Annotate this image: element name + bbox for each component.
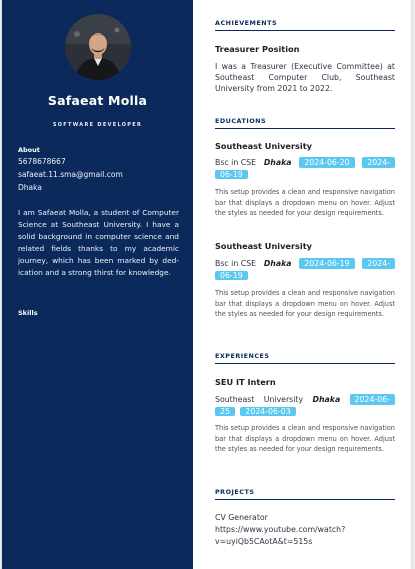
education-school: Southeast University <box>215 141 312 151</box>
education-end-date-part2: 06-19 <box>215 170 248 179</box>
education-location: Dhaka <box>263 158 292 167</box>
education-start-date: 2024-06-20 <box>299 157 354 168</box>
profile-photo <box>65 14 131 80</box>
achievement-text: I was a Treasurer (Executive Committee) at Southeast Computer Club, Southeast University from 2021 to 2022. <box>215 62 395 94</box>
education-meta-wrap <box>215 270 395 281</box>
education-description: This setup provides a clean and responsive navigation bar that displays a dropdown menu on hover. Adjust the styles as needed for your design requirements. <box>215 188 395 217</box>
experience-meta <box>215 394 395 405</box>
education-location: Dhaka <box>263 259 292 268</box>
email: safaeat.11.sma@gmail.com <box>18 170 123 179</box>
education-meta <box>215 157 395 168</box>
avatar <box>65 14 131 80</box>
education-start-date: 2024-06-19 <box>299 258 354 269</box>
sidebar <box>2 0 193 569</box>
projects-heading: PROJECTS <box>215 488 395 500</box>
experience-meta-wrap <box>215 406 395 417</box>
experience-company-part1: Southeast <box>215 395 255 404</box>
project-title: CV Generator <box>215 513 268 522</box>
profile-role: SOFTWARE DEVELOPER <box>52 122 143 128</box>
profile-name: Safaeat Molla <box>47 93 148 108</box>
project-url-line2[interactable]: v=uyiQb5CAotA&t=515s <box>215 537 313 546</box>
education-end-date-part1: 2024- <box>362 258 395 269</box>
educations-heading: EDUCATIONS <box>215 117 395 129</box>
education-description: This setup provides a clean and responsive navigation bar that displays a dropdown menu on hover. Adjust the styles as needed for your design requirements. <box>215 289 395 318</box>
education-meta-wrap <box>215 169 395 180</box>
experience-company-part2: University <box>263 395 304 404</box>
education-meta <box>215 258 395 269</box>
education-degree: Bsc in CSE <box>215 158 257 167</box>
experience-description: This setup provides a clean and responsive navigation bar that displays a dropdown menu on hover. Adjust the styles as needed for your design requirements. <box>215 424 395 453</box>
education-end-date-part2: 06-19 <box>215 271 248 280</box>
experience-start-date-part2: 25 <box>215 407 235 416</box>
education-school: Southeast University <box>215 241 312 251</box>
education-end-date-part1: 2024- <box>362 157 395 168</box>
achievements-heading: ACHIEVEMENTS <box>215 19 395 31</box>
achievement-title: Treasurer Position <box>215 44 300 54</box>
location: Dhaka <box>18 183 42 192</box>
experience-location: Dhaka <box>312 395 341 404</box>
cv-page <box>2 0 411 569</box>
experience-end-date: 2024-06-03 <box>240 407 295 416</box>
education-degree: Bsc in CSE <box>215 259 257 268</box>
experience-title: SEU IT Intern <box>215 377 276 387</box>
project-url-line1[interactable]: https://www.youtube.com/watch? <box>215 525 346 534</box>
phone: 5678678667 <box>18 157 66 166</box>
bio: I am Safaeat Molla, a student of Computer Science at Southeast University. I have a solid background in computer science and related fields thanks to my academic journey, which has been marked by dedication and a strong thirst for knowledge. <box>18 208 179 278</box>
experiences-heading: EXPERIENCES <box>215 352 395 364</box>
experience-start-date-part1: 2024-06- <box>350 394 395 405</box>
about-heading: About <box>18 146 40 154</box>
skills-heading: Skills <box>18 309 38 317</box>
